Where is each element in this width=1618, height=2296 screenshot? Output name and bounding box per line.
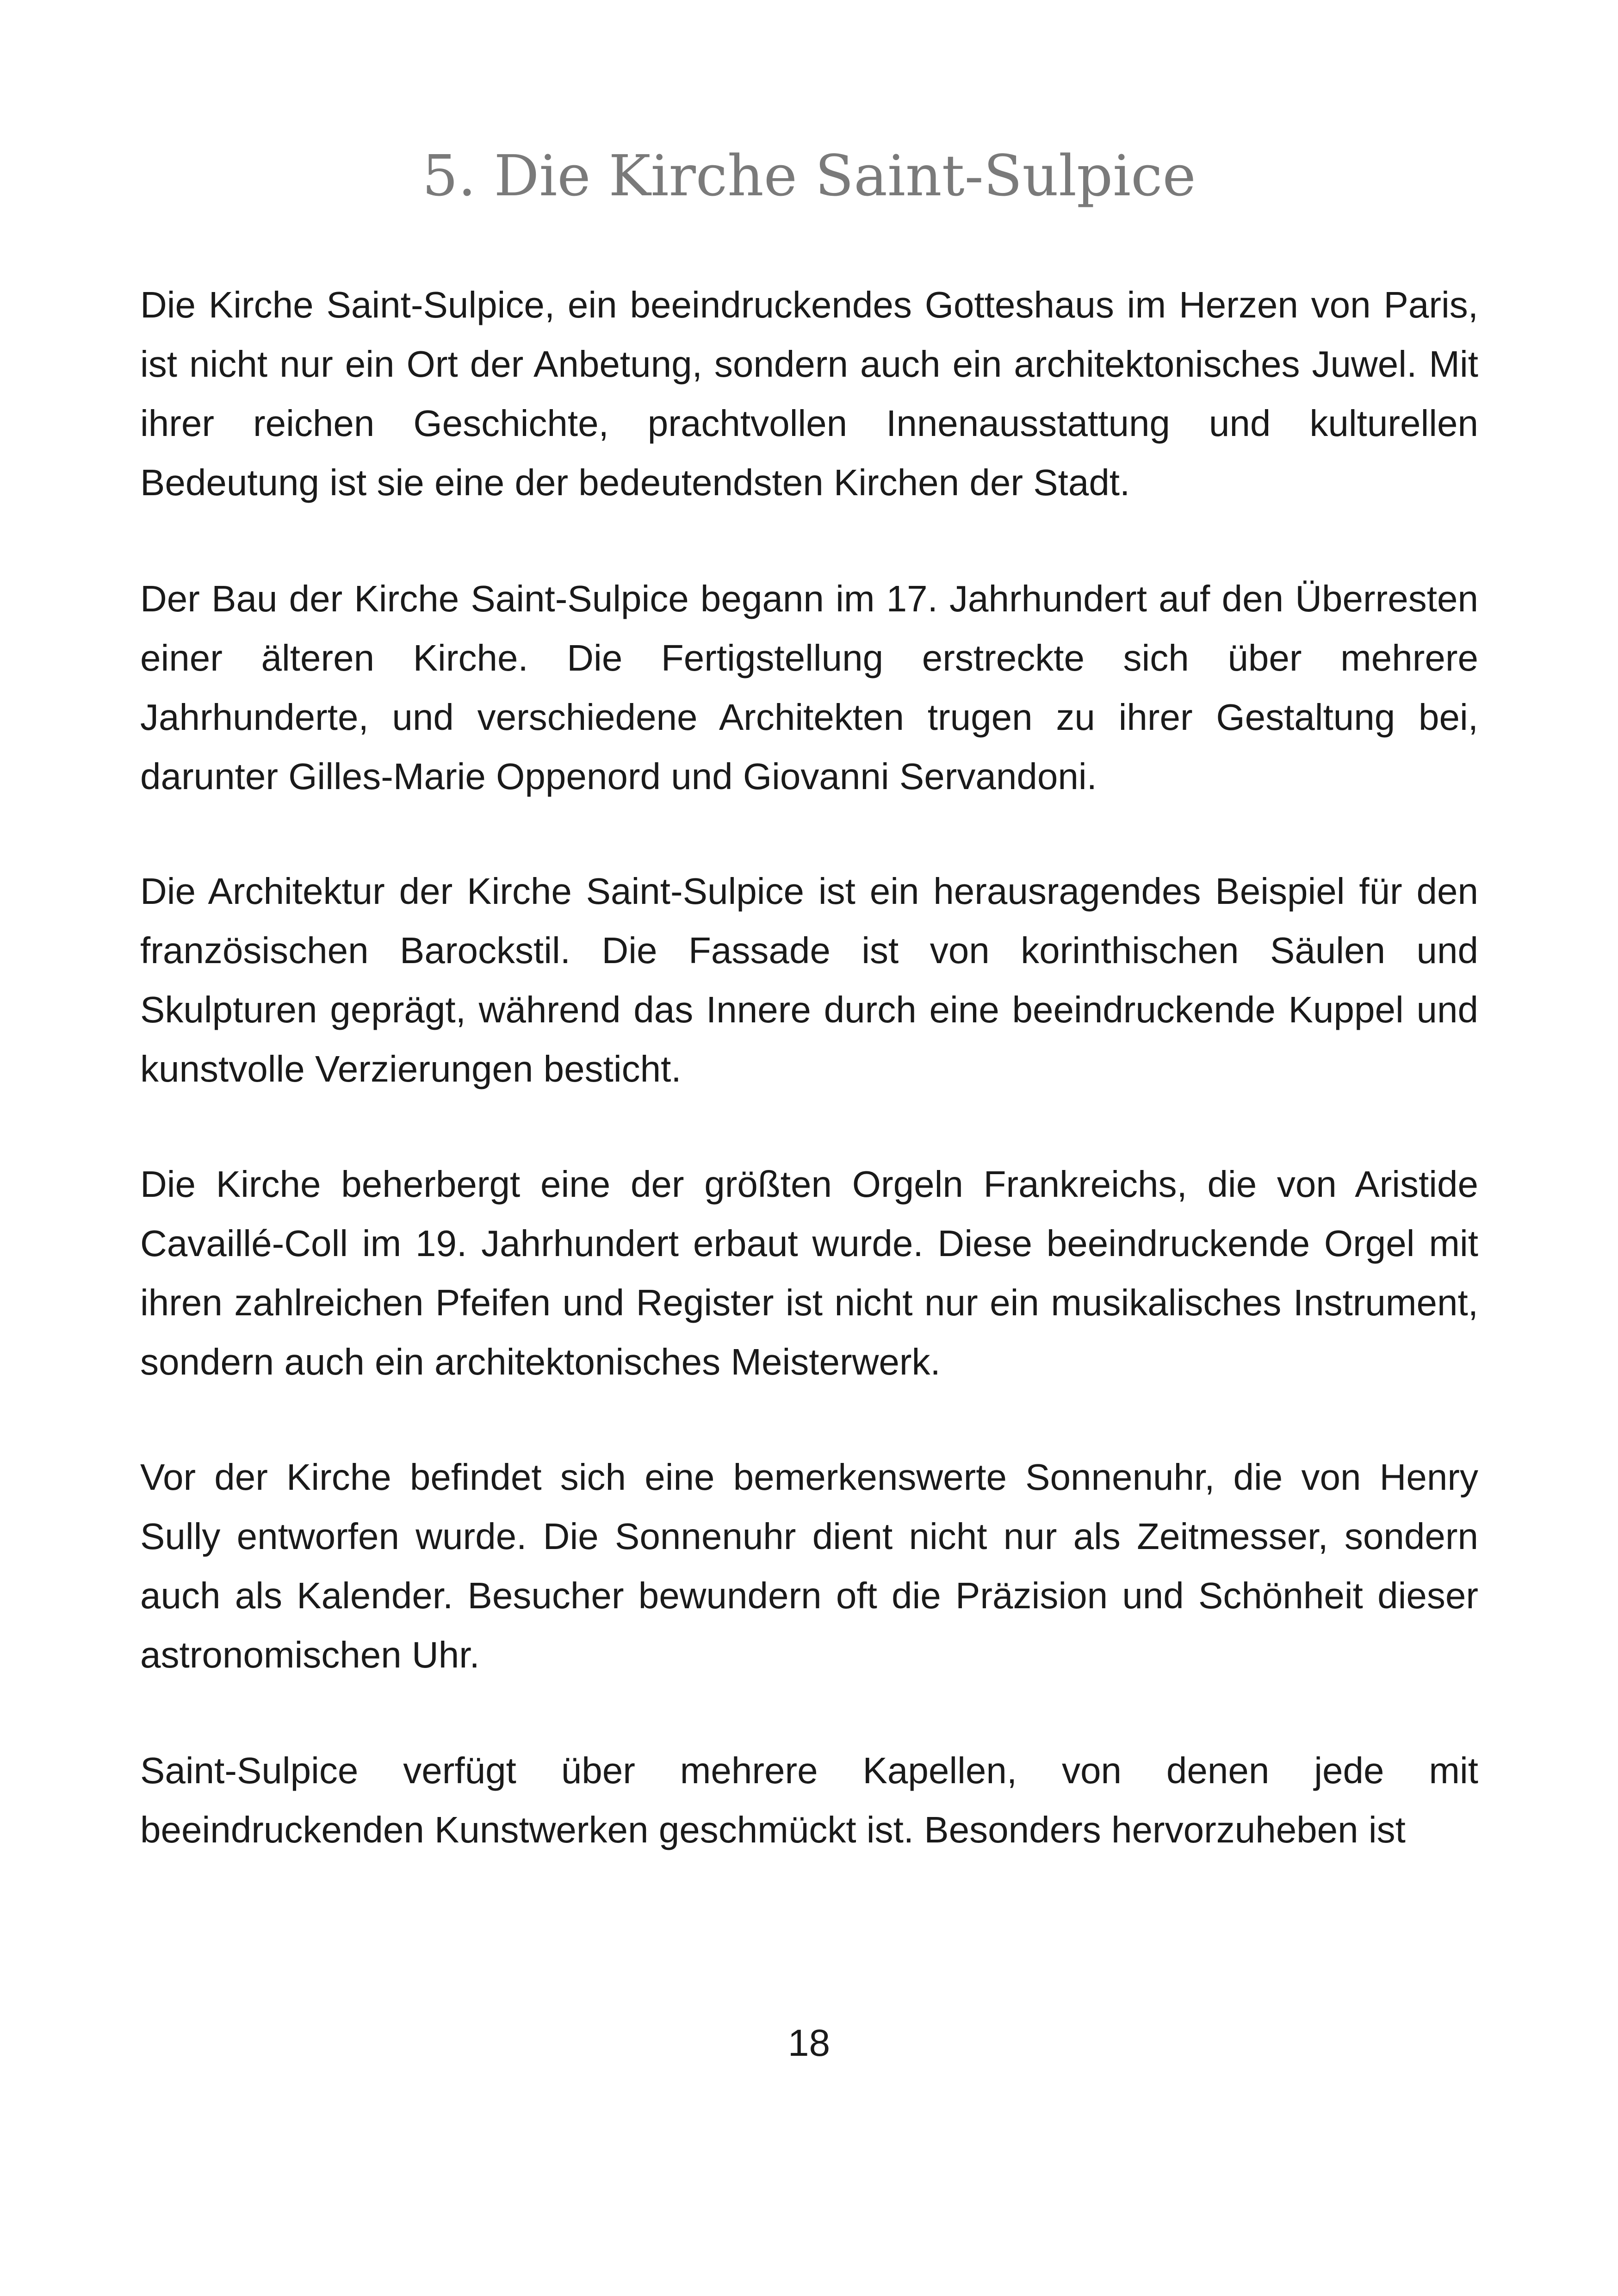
page-number: 18 bbox=[787, 2022, 831, 2064]
paragraph-chapels: Saint-Sulpice verfügt über mehrere Kapellen, von denen jede mit beeindruckenden Kunstwerken geschmückt ist. Besonders hervorzuheben ist bbox=[140, 1750, 1478, 1850]
paragraph-organ: Die Kirche beherbergt eine der größten Orgeln Frankreichs, die von Aristide Cavaillé-Coll im 19. Jahrhundert erbaut wurde. Diese beeindruckende Orgel mit ihren zahlreichen Pfeifen und Register ist nicht nur ein musikalisches Instrument, sondern auch ein architektonisches Meisterwerk. bbox=[140, 1164, 1478, 1382]
paragraph-architecture: Die Architektur der Kirche Saint-Sulpice ist ein herausragendes Beispiel für den französischen Barockstil. Die Fassade ist von korinthischen Säulen und Skulpturen geprägt, während das Innere durch eine beeindruckende Kuppel und kunstvolle Verzierungen besticht. bbox=[140, 871, 1478, 1089]
chapter-title: 5. Die Kirche Saint-Sulpice bbox=[422, 143, 1196, 209]
paragraph-sundial: Vor der Kirche befindet sich eine bemerkenswerte Sonnenuhr, die von Henry Sully entworfen wurde. Die Sonnenuhr dient nicht nur als Zeitmesser, sondern auch als Kalender. Besucher bewundern oft die Präzision und Schönheit dieser astronomischen Uhr. bbox=[140, 1456, 1478, 1675]
paragraph-construction: Der Bau der Kirche Saint-Sulpice begann im 17. Jahrhundert auf den Überresten einer älteren Kirche. Die Fertigstellung erstreckte sich über mehrere Jahrhunderte, und verschiedene Architekten trugen zu ihrer Gestaltung bei, darunter Gilles-Marie Oppenord und Giovanni Servandoni. bbox=[140, 578, 1478, 797]
paragraph-intro: Die Kirche Saint-Sulpice, ein beeindruckendes Gotteshaus im Herzen von Paris, ist nicht nur ein Ort der Anbetung, sondern auch ein architektonisches Juwel. Mit ihrer reichen Geschichte, prachtvollen Innenausstattung und kulturellen Bedeutung ist sie eine der bedeutendsten Kirchen der Stadt. bbox=[140, 284, 1478, 503]
